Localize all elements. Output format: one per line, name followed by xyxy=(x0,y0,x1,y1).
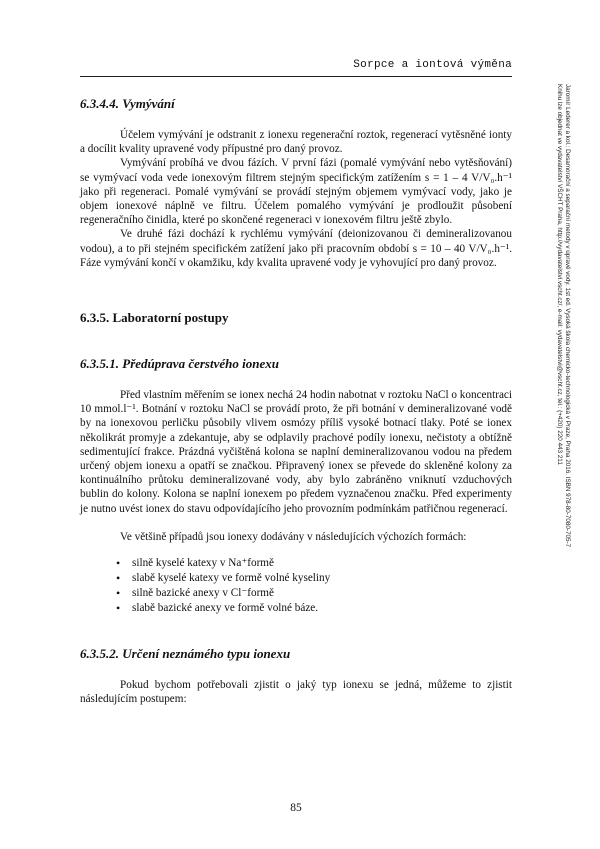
header-rule xyxy=(80,76,512,77)
heading-6-3-5-2: 6.3.5.2. Určení neznámého typu ionexu xyxy=(80,646,291,662)
bullet-list xyxy=(80,556,512,616)
citation-line: Knihu lze objednat ve vydavatelství VŠCHT Praha, http://vydavatelstvi.vscht.cz/, e-mail: vydavatelstvi@vscht.cz, tel.: (+420) 220 443 211 xyxy=(556,84,563,465)
page-content xyxy=(80,96,512,706)
heading-6-3-5: 6.3.5. Laboratorní postupy xyxy=(80,310,229,326)
side-citation-note xyxy=(555,84,571,774)
paragraph: Ve většině případů jsou ionexy dodávány v následujících výchozích formách: xyxy=(120,530,467,543)
citation-line: Jaromír Lederer a kol.: Desamorační a separační metody v úpravě vody. 1st ed. Vysoká škola chemicko-technologická v Praze, Praha 2016. ISBN 978-80-7080-705-7 xyxy=(564,84,571,548)
paragraph: Před vlastním měřením se ionex nechá 24 hodin nabotnat v roztoku NaCl o koncentraci 10 mmol.l⁻¹. Botnání v roztoku NaCl se provádí proto, že při botnání v demineralizované vodě by na ionexovou perličku působily vlivem osmózy příliš vysoké botnací tlaky. Poté se ionex několikrát promyje a zdekantuje, aby se odplavily prachové podíly ionexu, nečistoty a obtížně sedimentující frakce. Prázdná vyčištěná kolona se naplní demineralizovanou vodou na předem určený objem ionexu a opatří se značkou. Připravený ionex se převede do skleněné kolony za kontinuálního průtoku demineralizované vody, aby bylo zabráněno vniknutí vzduchových bublin do kolony. Kolona se naplní ionexem po předem vyznačenou značku. Před experimenty je nutno uvést ionex do stavu odpovídajícího jeho provozním podmínkám patřičnou regenerací. xyxy=(80,389,512,515)
heading-6-3-4-4: 6.3.4.4. Vymývání xyxy=(80,96,175,111)
list-item: • silně kyselé katexy v Na⁺formě xyxy=(132,556,512,571)
paragraph: Účelem vymývání je odstranit z ionexu regenerační roztok, regenerací vytěsněné ionty a docílit kvality upravené vody přípustné pro daný provoz. xyxy=(80,129,512,156)
list-item: • slabě kyselé katexy ve formě volné kyseliny xyxy=(132,571,512,586)
paragraph: Vymývání probíhá ve dvou fázích. V první fázi (pomalé vymývání nebo vytěsňování) se vymývací voda vede ionexovým filtrem stejným specifickým zatížením s = 1 – 4 V/V₀.h⁻¹ jako při regeneraci. Pomalé vymývání se provádí stejným objemem vymývací vody, jako je objem ionexové náplně ve filtru. Účelem pomalého vymývání je prodloužit působení regeneračního činidla, které po skončené regeneraci v ionexovém filtru ještě zbylo. xyxy=(80,157,512,227)
heading-6-3-5-1: 6.3.5.1. Předúprava čerstvého ionexu xyxy=(80,356,279,372)
list-item: • slabě bazické anexy ve formě volné báze. xyxy=(132,601,512,616)
paragraph: Ve druhé fázi dochází k rychlému vymývání (deionizovanou či demineralizovanou vodou), a to při stejném specifickém zatížení jako při pracovním období s = 10 – 40 V/V₀.h⁻¹. Fáze vymývání končí v okamžiku, kdy kvalita upravené vody je vyhovující pro daný provoz. xyxy=(80,228,512,269)
running-header: Sorpce a iontová výměna xyxy=(353,59,512,71)
paragraph: Pokud bychom potřebovali zjistit o jaký typ ionexu se jedná, můžeme to zjistit následujícím postupem: xyxy=(80,679,512,706)
page-number: 85 xyxy=(290,802,302,814)
list-item: • silně bazické anexy v Cl⁻formě xyxy=(132,586,512,601)
